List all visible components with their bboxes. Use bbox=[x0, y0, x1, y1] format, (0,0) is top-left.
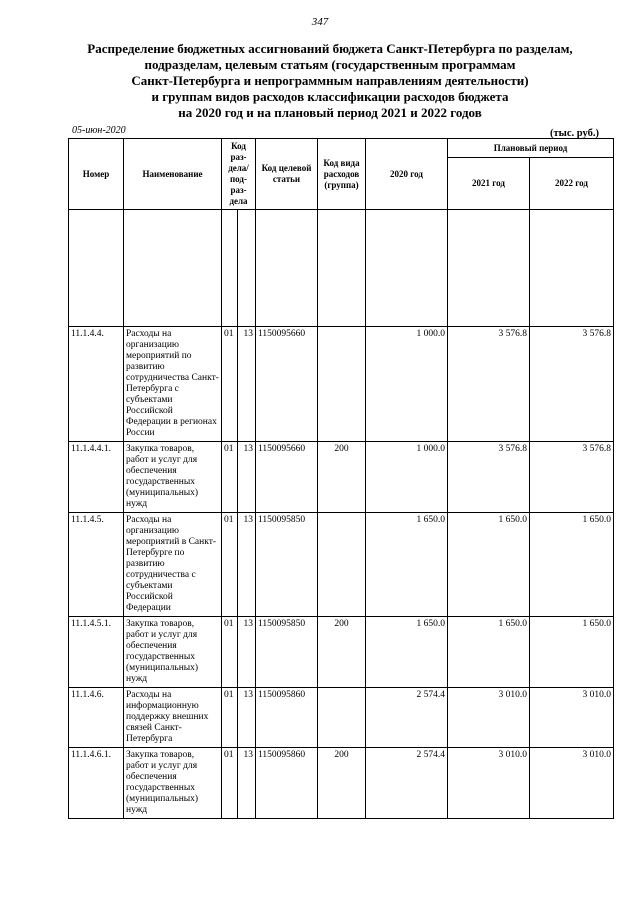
row-subsection: 13 bbox=[238, 513, 256, 617]
header-expense-type: Код вида расходов (группа) bbox=[318, 139, 366, 210]
row-subsection: 13 bbox=[238, 327, 256, 442]
title-line: Санкт-Петербурга и непрограммным направлениям деятельности) bbox=[131, 73, 529, 88]
table-row bbox=[69, 617, 614, 688]
title-line: на 2020 год и на плановый период 2021 и 2022 годов bbox=[178, 105, 482, 120]
row-target: 1150095860 bbox=[256, 748, 318, 819]
header-name: Наименование bbox=[124, 139, 222, 210]
row-section: 01 bbox=[222, 513, 238, 617]
row-2020: 1 000.0 bbox=[366, 442, 448, 513]
row-section: 01 bbox=[222, 442, 238, 513]
row-2021: 3 576.8 bbox=[448, 442, 530, 513]
row-target: 1150095860 bbox=[256, 688, 318, 748]
title-line: подразделам, целевым статьям (государственным программам bbox=[144, 57, 516, 72]
row-number: 11.1.4.5. bbox=[69, 513, 124, 617]
table-row bbox=[69, 513, 614, 617]
row-2022: 3 576.8 bbox=[530, 442, 614, 513]
row-2021: 3 576.8 bbox=[448, 327, 530, 442]
row-target: 1150095660 bbox=[256, 442, 318, 513]
row-subsection: 13 bbox=[238, 617, 256, 688]
row-section: 01 bbox=[222, 617, 238, 688]
header-2021: 2021 год bbox=[448, 158, 530, 210]
row-number: 11.1.4.5.1. bbox=[69, 617, 124, 688]
row-target: 1150095850 bbox=[256, 513, 318, 617]
table-row bbox=[69, 748, 614, 819]
row-2020: 2 574.4 bbox=[366, 748, 448, 819]
row-subsection: 13 bbox=[238, 442, 256, 513]
row-subsection: 13 bbox=[238, 688, 256, 748]
row-2020: 1 650.0 bbox=[366, 617, 448, 688]
title-line: и группам видов расходов классификации расходов бюджета bbox=[151, 89, 509, 104]
header-planned-period: Плановый период bbox=[448, 139, 614, 158]
row-expense-type: 200 bbox=[318, 617, 366, 688]
row-2021: 3 010.0 bbox=[448, 688, 530, 748]
document-title bbox=[60, 41, 600, 121]
row-name: Расходы на организацию мероприятий в Санкт-Петербурге по развитию сотрудничества с субъектами Российской Федерации bbox=[124, 513, 222, 617]
row-expense-type: 200 bbox=[318, 442, 366, 513]
row-section: 01 bbox=[222, 688, 238, 748]
row-2021: 3 010.0 bbox=[448, 748, 530, 819]
row-name: Закупка товаров, работ и услуг для обеспечения государственных (муниципальных) нужд bbox=[124, 748, 222, 819]
header-2020: 2020 год bbox=[366, 139, 448, 210]
row-2022: 1 650.0 bbox=[530, 617, 614, 688]
row-section: 01 bbox=[222, 327, 238, 442]
header-number: Номер bbox=[69, 139, 124, 210]
row-2020: 1 000.0 bbox=[366, 327, 448, 442]
row-2022: 1 650.0 bbox=[530, 513, 614, 617]
row-section: 01 bbox=[222, 748, 238, 819]
row-expense-type: 200 bbox=[318, 748, 366, 819]
header-target: Код целевой статьи bbox=[256, 139, 318, 210]
row-number: 11.1.4.6.1. bbox=[69, 748, 124, 819]
units-label: (тыс. руб.) bbox=[550, 128, 599, 139]
row-expense-type bbox=[318, 327, 366, 442]
row-2022: 3 010.0 bbox=[530, 748, 614, 819]
row-expense-type bbox=[318, 688, 366, 748]
row-2021: 1 650.0 bbox=[448, 513, 530, 617]
table-row bbox=[69, 688, 614, 748]
document-date: 05-июн-2020 bbox=[72, 125, 126, 136]
row-name: Закупка товаров, работ и услуг для обеспечения государственных (муниципальных) нужд bbox=[124, 442, 222, 513]
row-target: 1150095850 bbox=[256, 617, 318, 688]
header-spacer-row bbox=[69, 210, 614, 327]
row-2020: 1 650.0 bbox=[366, 513, 448, 617]
row-2020: 2 574.4 bbox=[366, 688, 448, 748]
budget-table bbox=[68, 138, 614, 819]
row-2022: 3 010.0 bbox=[530, 688, 614, 748]
row-name: Расходы на информационную поддержку внешних связей Санкт-Петербурга bbox=[124, 688, 222, 748]
row-2022: 3 576.8 bbox=[530, 327, 614, 442]
row-number: 11.1.4.4. bbox=[69, 327, 124, 442]
page-number: 347 bbox=[311, 16, 329, 28]
row-number: 11.1.4.6. bbox=[69, 688, 124, 748]
row-2021: 1 650.0 bbox=[448, 617, 530, 688]
header-section: Код раз-дела/ под-раз-дела bbox=[222, 139, 256, 210]
row-name: Закупка товаров, работ и услуг для обеспечения государственных (муниципальных) нужд bbox=[124, 617, 222, 688]
table-row bbox=[69, 442, 614, 513]
row-target: 1150095660 bbox=[256, 327, 318, 442]
table-row bbox=[69, 327, 614, 442]
row-number: 11.1.4.4.1. bbox=[69, 442, 124, 513]
header-2022: 2022 год bbox=[530, 158, 614, 210]
row-subsection: 13 bbox=[238, 748, 256, 819]
row-expense-type bbox=[318, 513, 366, 617]
row-name: Расходы на организацию мероприятий по развитию сотрудничества Санкт-Петербурга с субъектами Российской Федерации в регионах России bbox=[124, 327, 222, 442]
title-line: Распределение бюджетных ассигнований бюджета Санкт-Петербурга по разделам, bbox=[87, 41, 573, 56]
